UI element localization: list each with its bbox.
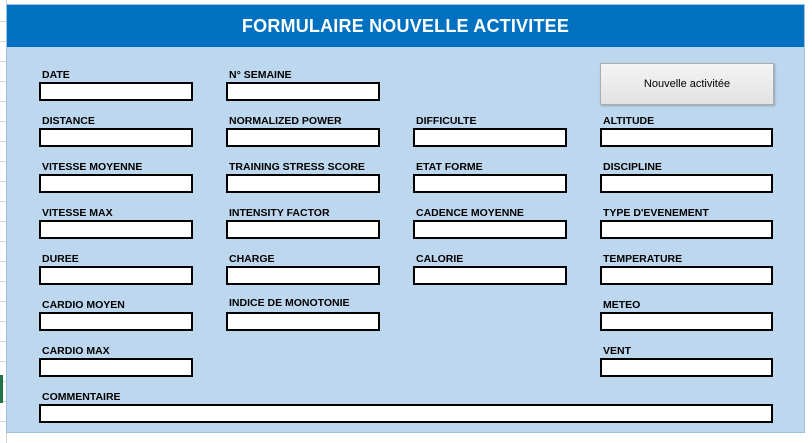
duration-label: DUREE: [42, 253, 79, 265]
training-stress-score-label: TRAINING STRESS SCORE: [229, 161, 365, 173]
intensity-factor-label: INTENSITY FACTOR: [229, 207, 330, 219]
avg-cadence-label: CADENCE MOYENNE: [416, 207, 524, 219]
load-field[interactable]: [226, 266, 380, 285]
training-stress-score-field[interactable]: [226, 174, 380, 193]
comment-field[interactable]: [39, 404, 773, 423]
duration-field[interactable]: [39, 266, 193, 285]
week-number-field[interactable]: [226, 82, 380, 101]
comment-label: COMMENTAIRE: [42, 391, 121, 403]
distance-label: DISTANCE: [42, 115, 95, 127]
avg-heart-rate-label: CARDIO MOYEN: [42, 299, 125, 311]
discipline-field[interactable]: [600, 174, 773, 193]
avg-speed-label: VITESSE MOYENNE: [42, 161, 143, 173]
wind-label: VENT: [603, 345, 632, 357]
load-label: CHARGE: [229, 253, 275, 265]
max-speed-field[interactable]: [39, 220, 193, 239]
temperature-field[interactable]: [600, 266, 773, 285]
intensity-factor-field[interactable]: [226, 220, 380, 239]
max-speed-label: VITESSE MAX: [42, 207, 113, 219]
new-activity-button[interactable]: Nouvelle activitée: [600, 63, 774, 105]
weather-field[interactable]: [600, 312, 773, 331]
weather-label: METEO: [603, 299, 641, 311]
temperature-label: TEMPERATURE: [603, 253, 683, 265]
calorie-field[interactable]: [413, 266, 567, 285]
avg-heart-rate-field[interactable]: [39, 312, 193, 331]
event-type-label: TYPE D'EVENEMENT: [603, 207, 709, 219]
monotony-index-label: INDICE DE MONOTONIE: [229, 297, 350, 309]
altitude-label: ALTITUDE: [603, 115, 655, 127]
difficulty-label: DIFFICULTE: [416, 115, 477, 127]
difficulty-field[interactable]: [413, 128, 567, 147]
normalized-power-field[interactable]: [226, 128, 380, 147]
new-activity-form: [6, 4, 805, 433]
week-number-label: N° SEMAINE: [229, 69, 292, 81]
discipline-label: DISCIPLINE: [603, 161, 662, 173]
max-heart-rate-field[interactable]: [39, 358, 193, 377]
event-type-field[interactable]: [600, 220, 773, 239]
form-state-field[interactable]: [413, 174, 567, 193]
normalized-power-label: NORMALIZED POWER: [229, 115, 342, 127]
date-label: DATE: [42, 69, 70, 81]
distance-field[interactable]: [39, 128, 193, 147]
form-state-label: ETAT FORME: [416, 161, 483, 173]
altitude-field[interactable]: [600, 128, 773, 147]
selected-row-marker: [0, 375, 3, 403]
max-heart-rate-label: CARDIO MAX: [42, 345, 110, 357]
calorie-label: CALORIE: [416, 253, 464, 265]
wind-field[interactable]: [600, 358, 773, 377]
form-title: FORMULAIRE NOUVELLE ACTIVITEE: [7, 5, 804, 47]
avg-speed-field[interactable]: [39, 174, 193, 193]
monotony-index-field[interactable]: [226, 312, 380, 331]
avg-cadence-field[interactable]: [413, 220, 567, 239]
date-field[interactable]: [39, 82, 193, 101]
